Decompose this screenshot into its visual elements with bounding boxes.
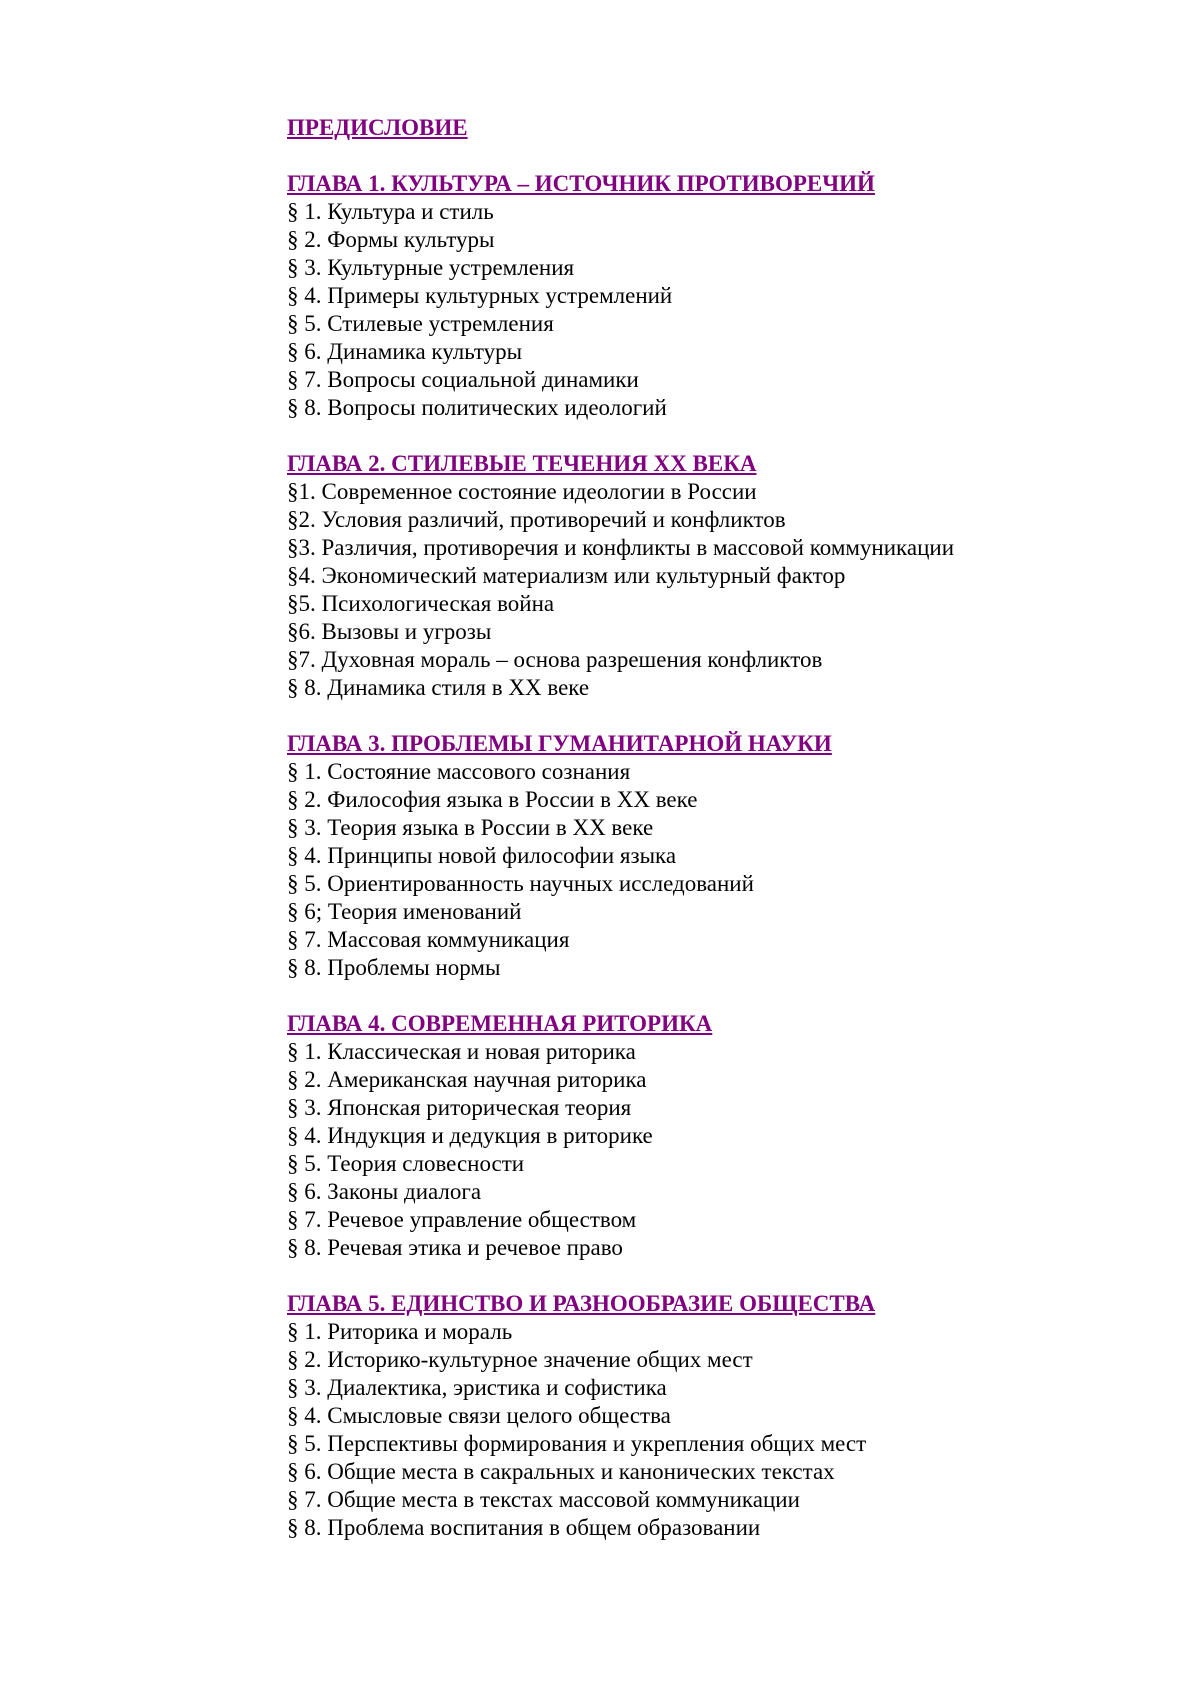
section-item: §7. Духовная мораль – основа разрешения конфликтов <box>287 647 823 672</box>
chapter-5-title-link[interactable]: ГЛАВА 5. ЕДИНСТВО И РАЗНООБРАЗИЕ ОБЩЕСТВА <box>287 1291 876 1316</box>
section-item: § 5. Теория словесности <box>287 1151 525 1176</box>
chapter-3-title-link[interactable]: ГЛАВА 3. ПРОБЛЕМЫ ГУМАНИТАРНОЙ НАУКИ <box>287 731 832 756</box>
section-item: § 6. Динамика культуры <box>287 339 523 364</box>
chapter-2 <box>287 450 1167 702</box>
section-item: § 5. Перспективы формирования и укрепления общих мест <box>287 1431 867 1456</box>
section-item: § 3. Японская риторическая теория <box>287 1095 632 1120</box>
chapter-4-title-link[interactable]: ГЛАВА 4. СОВРЕМЕННАЯ РИТОРИКА <box>287 1011 713 1036</box>
section-item: § 1. Риторика и мораль <box>287 1319 513 1344</box>
chapter-3 <box>287 730 1167 982</box>
section-item: § 2. Американская научная риторика <box>287 1067 647 1092</box>
section-item: § 6; Теория именований <box>287 899 522 924</box>
chapter-2-title-link[interactable]: ГЛАВА 2. СТИЛЕВЫЕ ТЕЧЕНИЯ XX ВЕКА <box>287 451 757 476</box>
section-item: § 4. Примеры культурных устремлений <box>287 283 673 308</box>
chapter-1 <box>287 170 1167 422</box>
section-item: § 7. Массовая коммуникация <box>287 927 570 952</box>
section-item: §6. Вызовы и угрозы <box>287 619 492 644</box>
chapter-1-title-link[interactable]: ГЛАВА 1. КУЛЬТУРА – ИСТОЧНИК ПРОТИВОРЕЧИЙ <box>287 171 875 196</box>
section-item: § 2. Формы культуры <box>287 227 495 252</box>
section-item: § 4. Смысловые связи целого общества <box>287 1403 671 1428</box>
section-item: § 7. Общие места в текстах массовой коммуникации <box>287 1487 800 1512</box>
section-item: § 5. Ориентированность научных исследований <box>287 871 754 896</box>
section-item: §3. Различия, противоречия и конфликты в массовой коммуникации <box>287 535 954 560</box>
section-item: § 6. Общие места в сакральных и канонических текстах <box>287 1459 835 1484</box>
chapter-5 <box>287 1290 1167 1542</box>
section-item: § 6. Законы диалога <box>287 1179 482 1204</box>
section-item: § 3. Теория языка в России в XX веке <box>287 815 654 840</box>
section-item: §4. Экономический материализм или культурный фактор <box>287 563 846 588</box>
section-item: §1. Современное состояние идеологии в России <box>287 479 757 504</box>
section-item: § 4. Принципы новой философии языка <box>287 843 677 868</box>
section-item: § 3. Диалектика, эристика и софистика <box>287 1375 667 1400</box>
table-of-contents <box>287 114 1167 1570</box>
section-item: § 4. Индукция и дедукция в риторике <box>287 1123 653 1148</box>
section-item: § 8. Динамика стиля в XX веке <box>287 675 590 700</box>
section-item: § 2. Историко-культурное значение общих мест <box>287 1347 753 1372</box>
section-item: § 5. Стилевые устремления <box>287 311 554 336</box>
section-item: §2. Условия различий, противоречий и конфликтов <box>287 507 786 532</box>
section-item: § 2. Философия языка в России в XX веке <box>287 787 698 812</box>
section-item: § 8. Проблема воспитания в общем образовании <box>287 1515 761 1540</box>
section-item: § 3. Культурные устремления <box>287 255 575 280</box>
section-item: § 8. Речевая этика и речевое право <box>287 1235 623 1260</box>
section-item: § 8. Проблемы нормы <box>287 955 501 980</box>
section-item: § 1. Культура и стиль <box>287 199 494 224</box>
section-item: § 8. Вопросы политических идеологий <box>287 395 667 420</box>
preface-link[interactable]: ПРЕДИСЛОВИЕ <box>287 115 468 140</box>
section-item: §5. Психологическая война <box>287 591 555 616</box>
section-item: § 1. Состояние массового сознания <box>287 759 631 784</box>
section-item: § 7. Вопросы социальной динамики <box>287 367 639 392</box>
section-item: § 1. Классическая и новая риторика <box>287 1039 636 1064</box>
section-item: § 7. Речевое управление обществом <box>287 1207 637 1232</box>
chapter-4 <box>287 1010 1167 1262</box>
